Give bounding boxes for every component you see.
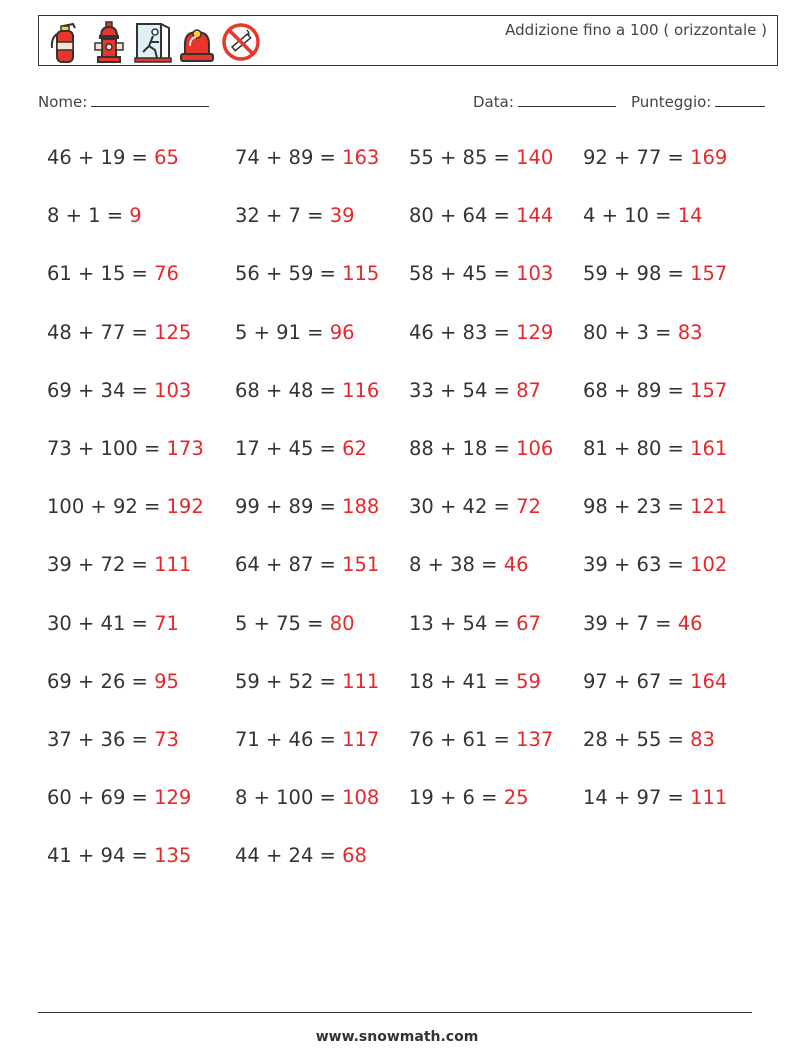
problem-item bbox=[583, 786, 727, 809]
problem-item bbox=[235, 495, 379, 518]
problem-answer: 73 bbox=[154, 728, 179, 751]
problem-answer: 103 bbox=[516, 262, 554, 286]
problem-item bbox=[47, 379, 191, 402]
problem-question: 98 + 23 = bbox=[583, 495, 691, 519]
problem-answer: 129 bbox=[516, 320, 554, 344]
problem-question: 13 + 54 = bbox=[409, 611, 517, 635]
problem-answer: 9 bbox=[129, 204, 142, 228]
problem-answer: 173 bbox=[166, 437, 204, 460]
problem-question: 69 + 34 = bbox=[47, 378, 155, 402]
problem-answer: 76 bbox=[154, 262, 179, 286]
problem-answer: 25 bbox=[503, 786, 529, 810]
problem-question: 33 + 54 = bbox=[409, 378, 517, 402]
problem-question: 46 + 19 = bbox=[47, 146, 155, 169]
problem-item bbox=[583, 321, 703, 344]
problem-item bbox=[583, 728, 715, 751]
problem-answer: 121 bbox=[690, 495, 728, 519]
problem-answer: 39 bbox=[329, 204, 355, 228]
problem-answer: 87 bbox=[516, 378, 541, 402]
problem-question: 60 + 69 = bbox=[47, 786, 155, 810]
problem-question: 8 + 1 = bbox=[47, 204, 130, 228]
name-label: Nome: bbox=[38, 93, 88, 111]
problem-answer: 144 bbox=[516, 204, 554, 228]
problem-answer: 129 bbox=[154, 786, 192, 810]
problem-question: 18 + 41 = bbox=[409, 669, 517, 693]
problem-answer: 95 bbox=[154, 669, 179, 693]
problem-item bbox=[583, 437, 727, 460]
problem-item bbox=[235, 670, 379, 693]
problem-answer: 103 bbox=[154, 378, 192, 402]
problem-item bbox=[47, 146, 179, 169]
problem-answer: 111 bbox=[154, 553, 192, 577]
problem-answer: 192 bbox=[166, 495, 204, 519]
problem-item bbox=[235, 437, 367, 460]
problem-question: 59 + 52 = bbox=[235, 669, 343, 693]
header-box bbox=[38, 15, 778, 66]
problem-question: 56 + 59 = bbox=[235, 262, 343, 286]
problem-answer: 137 bbox=[516, 728, 554, 751]
problem-answer: 164 bbox=[690, 669, 728, 693]
emergency-exit-icon bbox=[133, 20, 173, 64]
name-field bbox=[38, 92, 209, 111]
problem-answer: 161 bbox=[690, 437, 728, 460]
problem-question: 48 + 77 = bbox=[47, 320, 155, 344]
problem-answer: 151 bbox=[342, 553, 380, 577]
problem-item bbox=[47, 495, 204, 518]
date-line bbox=[518, 92, 616, 107]
name-line bbox=[91, 92, 209, 107]
problem-item bbox=[47, 437, 204, 460]
problem-question: 44 + 24 = bbox=[235, 844, 343, 868]
problem-item bbox=[583, 495, 727, 518]
problem-question: 4 + 10 = bbox=[583, 204, 678, 228]
problem-question: 39 + 72 = bbox=[47, 553, 155, 577]
problem-item bbox=[235, 204, 355, 227]
problem-item bbox=[235, 786, 379, 809]
problem-answer: 96 bbox=[329, 320, 355, 344]
problem-item bbox=[409, 146, 553, 169]
problem-question: 5 + 75 = bbox=[235, 611, 330, 635]
problem-question: 30 + 42 = bbox=[409, 495, 517, 519]
problem-item bbox=[409, 262, 553, 285]
problem-item bbox=[235, 612, 355, 635]
problem-answer: 67 bbox=[516, 611, 541, 635]
problem-item bbox=[583, 553, 727, 576]
problem-answer: 71 bbox=[154, 611, 179, 635]
problem-answer: 80 bbox=[329, 611, 355, 635]
problem-answer: 169 bbox=[690, 146, 728, 169]
problem-answer: 157 bbox=[690, 378, 728, 402]
problem-item bbox=[409, 495, 541, 518]
problem-question: 80 + 3 = bbox=[583, 320, 678, 344]
problem-question: 55 + 85 = bbox=[409, 146, 517, 169]
problem-answer: 46 bbox=[503, 553, 529, 577]
date-label: Data: bbox=[473, 93, 514, 111]
score-label: Punteggio: bbox=[631, 93, 712, 111]
problem-answer: 125 bbox=[154, 320, 192, 344]
problem-item bbox=[47, 786, 191, 809]
problem-item bbox=[409, 379, 541, 402]
problem-question: 68 + 89 = bbox=[583, 378, 691, 402]
problem-item bbox=[409, 786, 529, 809]
problem-answer: 108 bbox=[342, 786, 380, 810]
problem-answer: 188 bbox=[342, 495, 380, 519]
problem-item bbox=[47, 204, 142, 227]
problem-answer: 106 bbox=[516, 437, 554, 460]
problem-answer: 68 bbox=[342, 844, 367, 868]
problem-item bbox=[47, 844, 191, 867]
problem-answer: 14 bbox=[677, 204, 703, 228]
problem-question: 5 + 91 = bbox=[235, 320, 330, 344]
problem-question: 69 + 26 = bbox=[47, 669, 155, 693]
problem-item bbox=[47, 670, 179, 693]
problem-question: 17 + 45 = bbox=[235, 437, 343, 460]
problem-item bbox=[235, 146, 379, 169]
problem-item bbox=[409, 553, 529, 576]
fire-extinguisher-icon bbox=[45, 20, 85, 64]
problem-question: 88 + 18 = bbox=[409, 437, 517, 460]
problem-item bbox=[47, 321, 191, 344]
problem-question: 80 + 64 = bbox=[409, 204, 517, 228]
problem-answer: 65 bbox=[154, 146, 179, 169]
problem-answer: 135 bbox=[154, 844, 192, 868]
problem-question: 71 + 46 = bbox=[235, 728, 343, 751]
problem-question: 100 + 92 = bbox=[47, 495, 167, 519]
problem-item bbox=[409, 728, 553, 751]
problem-item bbox=[235, 379, 379, 402]
problem-question: 92 + 77 = bbox=[583, 146, 691, 169]
fire-hydrant-icon bbox=[89, 20, 129, 64]
problem-answer: 59 bbox=[516, 669, 541, 693]
problem-item bbox=[583, 146, 727, 169]
problem-question: 39 + 7 = bbox=[583, 611, 678, 635]
problem-question: 99 + 89 = bbox=[235, 495, 343, 519]
problem-question: 37 + 36 = bbox=[47, 728, 155, 751]
problem-question: 59 + 98 = bbox=[583, 262, 691, 286]
problem-question: 61 + 15 = bbox=[47, 262, 155, 286]
problem-answer: 111 bbox=[342, 669, 380, 693]
header-icons bbox=[45, 20, 261, 64]
problem-question: 68 + 48 = bbox=[235, 378, 343, 402]
problem-answer: 83 bbox=[677, 320, 703, 344]
problem-question: 8 + 100 = bbox=[235, 786, 343, 810]
problem-item bbox=[235, 321, 355, 344]
problem-question: 8 + 38 = bbox=[409, 553, 504, 577]
problem-item bbox=[235, 553, 379, 576]
problem-answer: 102 bbox=[690, 553, 728, 577]
problem-item bbox=[583, 612, 703, 635]
problem-item bbox=[583, 670, 727, 693]
problem-item bbox=[409, 204, 553, 227]
problem-question: 41 + 94 = bbox=[47, 844, 155, 868]
problem-item bbox=[47, 728, 179, 751]
problem-question: 73 + 100 = bbox=[47, 437, 167, 460]
problem-question: 39 + 63 = bbox=[583, 553, 691, 577]
problem-item bbox=[47, 262, 179, 285]
problem-item bbox=[409, 670, 541, 693]
problem-question: 81 + 80 = bbox=[583, 437, 691, 460]
problem-item bbox=[583, 379, 727, 402]
problem-item bbox=[47, 553, 191, 576]
problem-answer: 115 bbox=[342, 262, 380, 286]
worksheet-title: Addizione fino a 100 ( orizzontale ) bbox=[505, 21, 767, 39]
no-smoking-icon bbox=[221, 20, 261, 64]
problem-question: 32 + 7 = bbox=[235, 204, 330, 228]
problem-question: 76 + 61 = bbox=[409, 728, 517, 751]
problem-question: 58 + 45 = bbox=[409, 262, 517, 286]
problem-answer: 116 bbox=[342, 378, 380, 402]
problem-item bbox=[235, 262, 379, 285]
problem-item bbox=[583, 204, 703, 227]
problem-question: 30 + 41 = bbox=[47, 611, 155, 635]
problem-item bbox=[409, 612, 541, 635]
alarm-siren-icon bbox=[177, 20, 217, 64]
problem-answer: 111 bbox=[690, 786, 728, 810]
problem-answer: 163 bbox=[342, 146, 380, 169]
problem-answer: 62 bbox=[342, 437, 367, 460]
problem-answer: 157 bbox=[690, 262, 728, 286]
problem-question: 97 + 67 = bbox=[583, 669, 691, 693]
problem-item bbox=[583, 262, 727, 285]
problem-item bbox=[409, 321, 553, 344]
problem-question: 19 + 6 = bbox=[409, 786, 504, 810]
problem-question: 14 + 97 = bbox=[583, 786, 691, 810]
problem-question: 64 + 87 = bbox=[235, 553, 343, 577]
footer-site: www.snowmath.com bbox=[315, 1029, 479, 1045]
score-field bbox=[631, 92, 765, 111]
problem-item bbox=[235, 844, 367, 867]
problem-question: 28 + 55 = bbox=[583, 728, 691, 751]
problem-answer: 140 bbox=[516, 146, 554, 169]
problem-item bbox=[47, 612, 179, 635]
problem-question: 74 + 89 = bbox=[235, 146, 343, 169]
score-line bbox=[715, 92, 765, 107]
problem-answer: 46 bbox=[677, 611, 703, 635]
date-field bbox=[473, 92, 616, 111]
problem-item bbox=[235, 728, 379, 751]
footer-divider bbox=[38, 1012, 752, 1013]
problem-answer: 72 bbox=[516, 495, 541, 519]
problem-question: 46 + 83 = bbox=[409, 320, 517, 344]
problem-answer: 117 bbox=[342, 728, 380, 751]
problem-item bbox=[409, 437, 553, 460]
problem-answer: 83 bbox=[690, 728, 715, 751]
